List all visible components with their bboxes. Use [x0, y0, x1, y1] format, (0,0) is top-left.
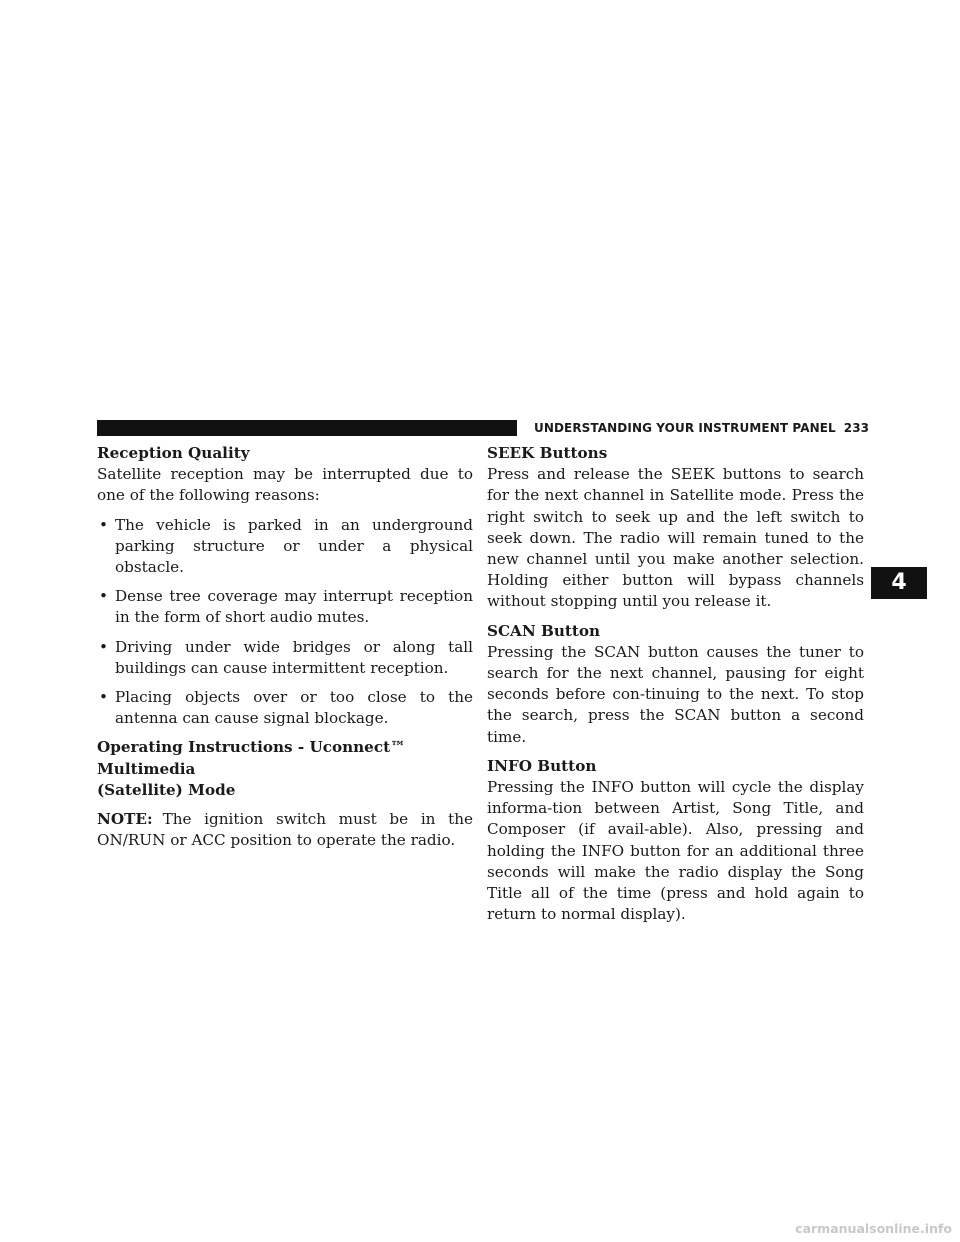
bullet-icon: • — [99, 637, 108, 656]
page-header — [97, 420, 870, 436]
note-text: The ignition switch must be in the ON/RUN or ACC position to operate the radio. — [97, 810, 473, 850]
info-button-body: Pressing the INFO button will cycle the display informa-tion between Artist, Song Title, and Composer (if avail-able). Also, pressing and holding the INFO button for an additional three seconds will make the radio display the Song Title all of the time (press and hold again to return to normal display). — [487, 778, 864, 924]
left-column — [97, 443, 473, 851]
header-section-title: UNDERSTANDING YOUR INSTRUMENT PANEL — [534, 421, 836, 435]
heading-line: (Satellite) Mode — [97, 780, 236, 799]
list-item — [97, 687, 473, 729]
list-item-text: Placing objects over or too close to the antenna can cause signal blockage. — [115, 688, 473, 728]
seek-buttons-body: Press and release the SEEK buttons to search for the next channel in Satellite mode. Press the right switch to seek up and the left switch to seek down. The radio will remain tuned to the new channel until you make another selection. Holding either button will bypass channels without stopping until you release it. — [487, 465, 864, 611]
page-number: 233 — [843, 421, 870, 435]
reception-quality-heading: Reception Quality — [97, 444, 250, 462]
note-paragraph — [97, 809, 473, 851]
bullet-icon: • — [99, 515, 108, 534]
header-title — [534, 420, 869, 436]
list-item — [97, 637, 473, 679]
list-item-text: Dense tree coverage may interrupt reception in the form of short audio mutes. — [115, 587, 473, 627]
note-label: NOTE: — [97, 810, 153, 829]
reception-quality-intro: Satellite reception may be interrupted due to one of the following reasons: — [97, 465, 473, 505]
header-rule — [97, 420, 517, 436]
right-column — [487, 443, 864, 925]
bullet-icon: • — [99, 587, 108, 606]
info-button-heading: INFO Button — [487, 756, 597, 775]
scan-button-body: Pressing the SCAN button causes the tuner to search for the next channel, pausing for eight seconds before con-tinuing to the next. To stop the search, press the SCAN button a second time. — [487, 642, 864, 746]
scan-button-heading: SCAN Button — [487, 621, 601, 640]
seek-buttons-heading: SEEK Buttons — [487, 444, 608, 462]
bullet-icon: • — [99, 688, 108, 707]
footer-watermark: carmanualsonline.info — [795, 1221, 952, 1236]
list-item — [97, 586, 473, 628]
list-item-text: The vehicle is parked in an underground parking structure or under a physical obstacle. — [115, 515, 473, 577]
heading-line: Operating Instructions - Uconnect™ Multimedia — [97, 738, 406, 778]
list-item — [97, 515, 473, 579]
chapter-tab: 4 — [871, 567, 927, 599]
list-item-text: Driving under wide bridges or along tall buildings can cause intermittent reception. — [115, 637, 473, 677]
operating-instructions-heading — [97, 737, 473, 801]
